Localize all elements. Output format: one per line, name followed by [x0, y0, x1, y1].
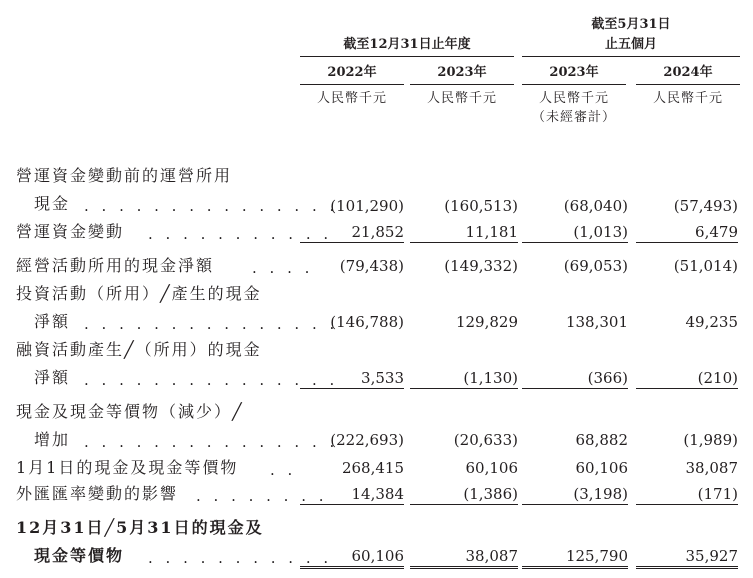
col-year-2: 2023年	[437, 65, 487, 80]
cell: (101,290)	[330, 197, 404, 215]
cell: (146,788)	[330, 313, 404, 331]
cell: 35,927	[636, 546, 738, 569]
year-rule-3	[522, 84, 626, 85]
cell: 125,790	[522, 546, 628, 569]
cell: (1,386)	[410, 484, 518, 505]
cell: (1,013)	[522, 222, 628, 243]
row-label: 營運資金變動前的運營所用	[16, 166, 233, 185]
leader-dots: . . . . . . . . . . . . . . .	[84, 433, 339, 451]
cell: (51,014)	[673, 257, 738, 275]
row-label: 外匯匯率變動的影響	[16, 484, 179, 503]
row-label-cont: 現金等價物	[34, 546, 125, 565]
row-label-cont: 淨額	[34, 312, 71, 331]
col-unit-2: 人民幣千元	[426, 91, 497, 106]
cell: (210)	[636, 368, 738, 389]
cell: 129,829	[455, 313, 518, 331]
row-label: 營運資金變動	[16, 222, 125, 241]
leader-dots: . . . . . . . . . . . . . . .	[84, 315, 339, 333]
cell: 60,106	[300, 546, 404, 569]
year-rule-1	[300, 84, 404, 85]
leader-dots: . . . . . . . . . . . . . . .	[84, 371, 339, 389]
leader-dots: . . . . . . . . . . .	[148, 225, 333, 243]
cell: (1,989)	[683, 431, 738, 449]
row-label: 投資活動（所用）╱產生的現金	[16, 284, 262, 303]
cell: (69,053)	[563, 257, 628, 275]
col-unit-4: 人民幣千元	[652, 91, 723, 106]
col-unit-1: 人民幣千元	[316, 91, 387, 106]
cell: (160,513)	[444, 197, 518, 215]
leader-dots: . . . . . . . .	[196, 487, 328, 505]
leader-dots: . . . . . . . . . . .	[148, 549, 333, 567]
cell: (79,438)	[339, 257, 404, 275]
cell: 14,384	[300, 484, 404, 505]
cell: 38,087	[410, 546, 518, 569]
leader-dots: . . . .	[252, 259, 314, 277]
cell: 6,479	[636, 222, 738, 243]
cell: (20,633)	[453, 431, 518, 449]
cell: (1,130)	[410, 368, 518, 389]
cell: 68,882	[575, 431, 628, 449]
cell: 49,235	[685, 313, 738, 331]
leader-dots: . . . . . . . . . . . . . . .	[84, 197, 339, 215]
cell: (171)	[636, 484, 738, 505]
group-header-5m-line2: 止五個月	[604, 37, 657, 52]
row-label: 1月1日的現金及現金等價物	[16, 458, 239, 477]
row-label-cont: 增加	[34, 430, 71, 449]
cell: 21,852	[300, 222, 404, 243]
cell: (68,040)	[563, 197, 628, 215]
cell: 11,181	[410, 222, 518, 243]
leader-dots: . .	[270, 461, 297, 479]
col-unit-3: 人民幣千元	[538, 91, 609, 106]
row-label: 12月31日╱5月31日的現金及	[16, 518, 264, 537]
row-label: 融資活動產生╱（所用）的現金	[16, 340, 262, 359]
cell: (222,693)	[330, 431, 404, 449]
cell: 268,415	[341, 459, 404, 477]
col-year-4: 2024年	[663, 65, 713, 80]
cell: 60,106	[465, 459, 518, 477]
group-rule-year	[300, 56, 514, 57]
cell: 60,106	[575, 459, 628, 477]
col-year-1: 2022年	[327, 65, 377, 80]
col-year-3: 2023年	[549, 65, 599, 80]
row-label-cont: 淨額	[34, 368, 71, 387]
col-note-3: （未經審計）	[531, 110, 616, 125]
row-label-cont: 現金	[34, 194, 71, 213]
year-rule-2	[410, 84, 514, 85]
cell: 3,533	[300, 368, 404, 389]
cell: (366)	[522, 368, 628, 389]
cell: (149,332)	[444, 257, 518, 275]
cell: (3,198)	[522, 484, 628, 505]
cell: (57,493)	[673, 197, 738, 215]
cell: 38,087	[685, 459, 738, 477]
group-header-year: 截至12月31日止年度	[343, 37, 471, 52]
row-label: 經營活動所用的現金淨額	[16, 256, 215, 275]
cell: 138,301	[565, 313, 628, 331]
year-rule-4	[636, 84, 740, 85]
row-label: 現金及現金等價物（減少）╱	[16, 402, 244, 421]
group-header-5m-line1: 截至5月31日	[591, 17, 671, 32]
group-rule-5m	[522, 56, 740, 57]
